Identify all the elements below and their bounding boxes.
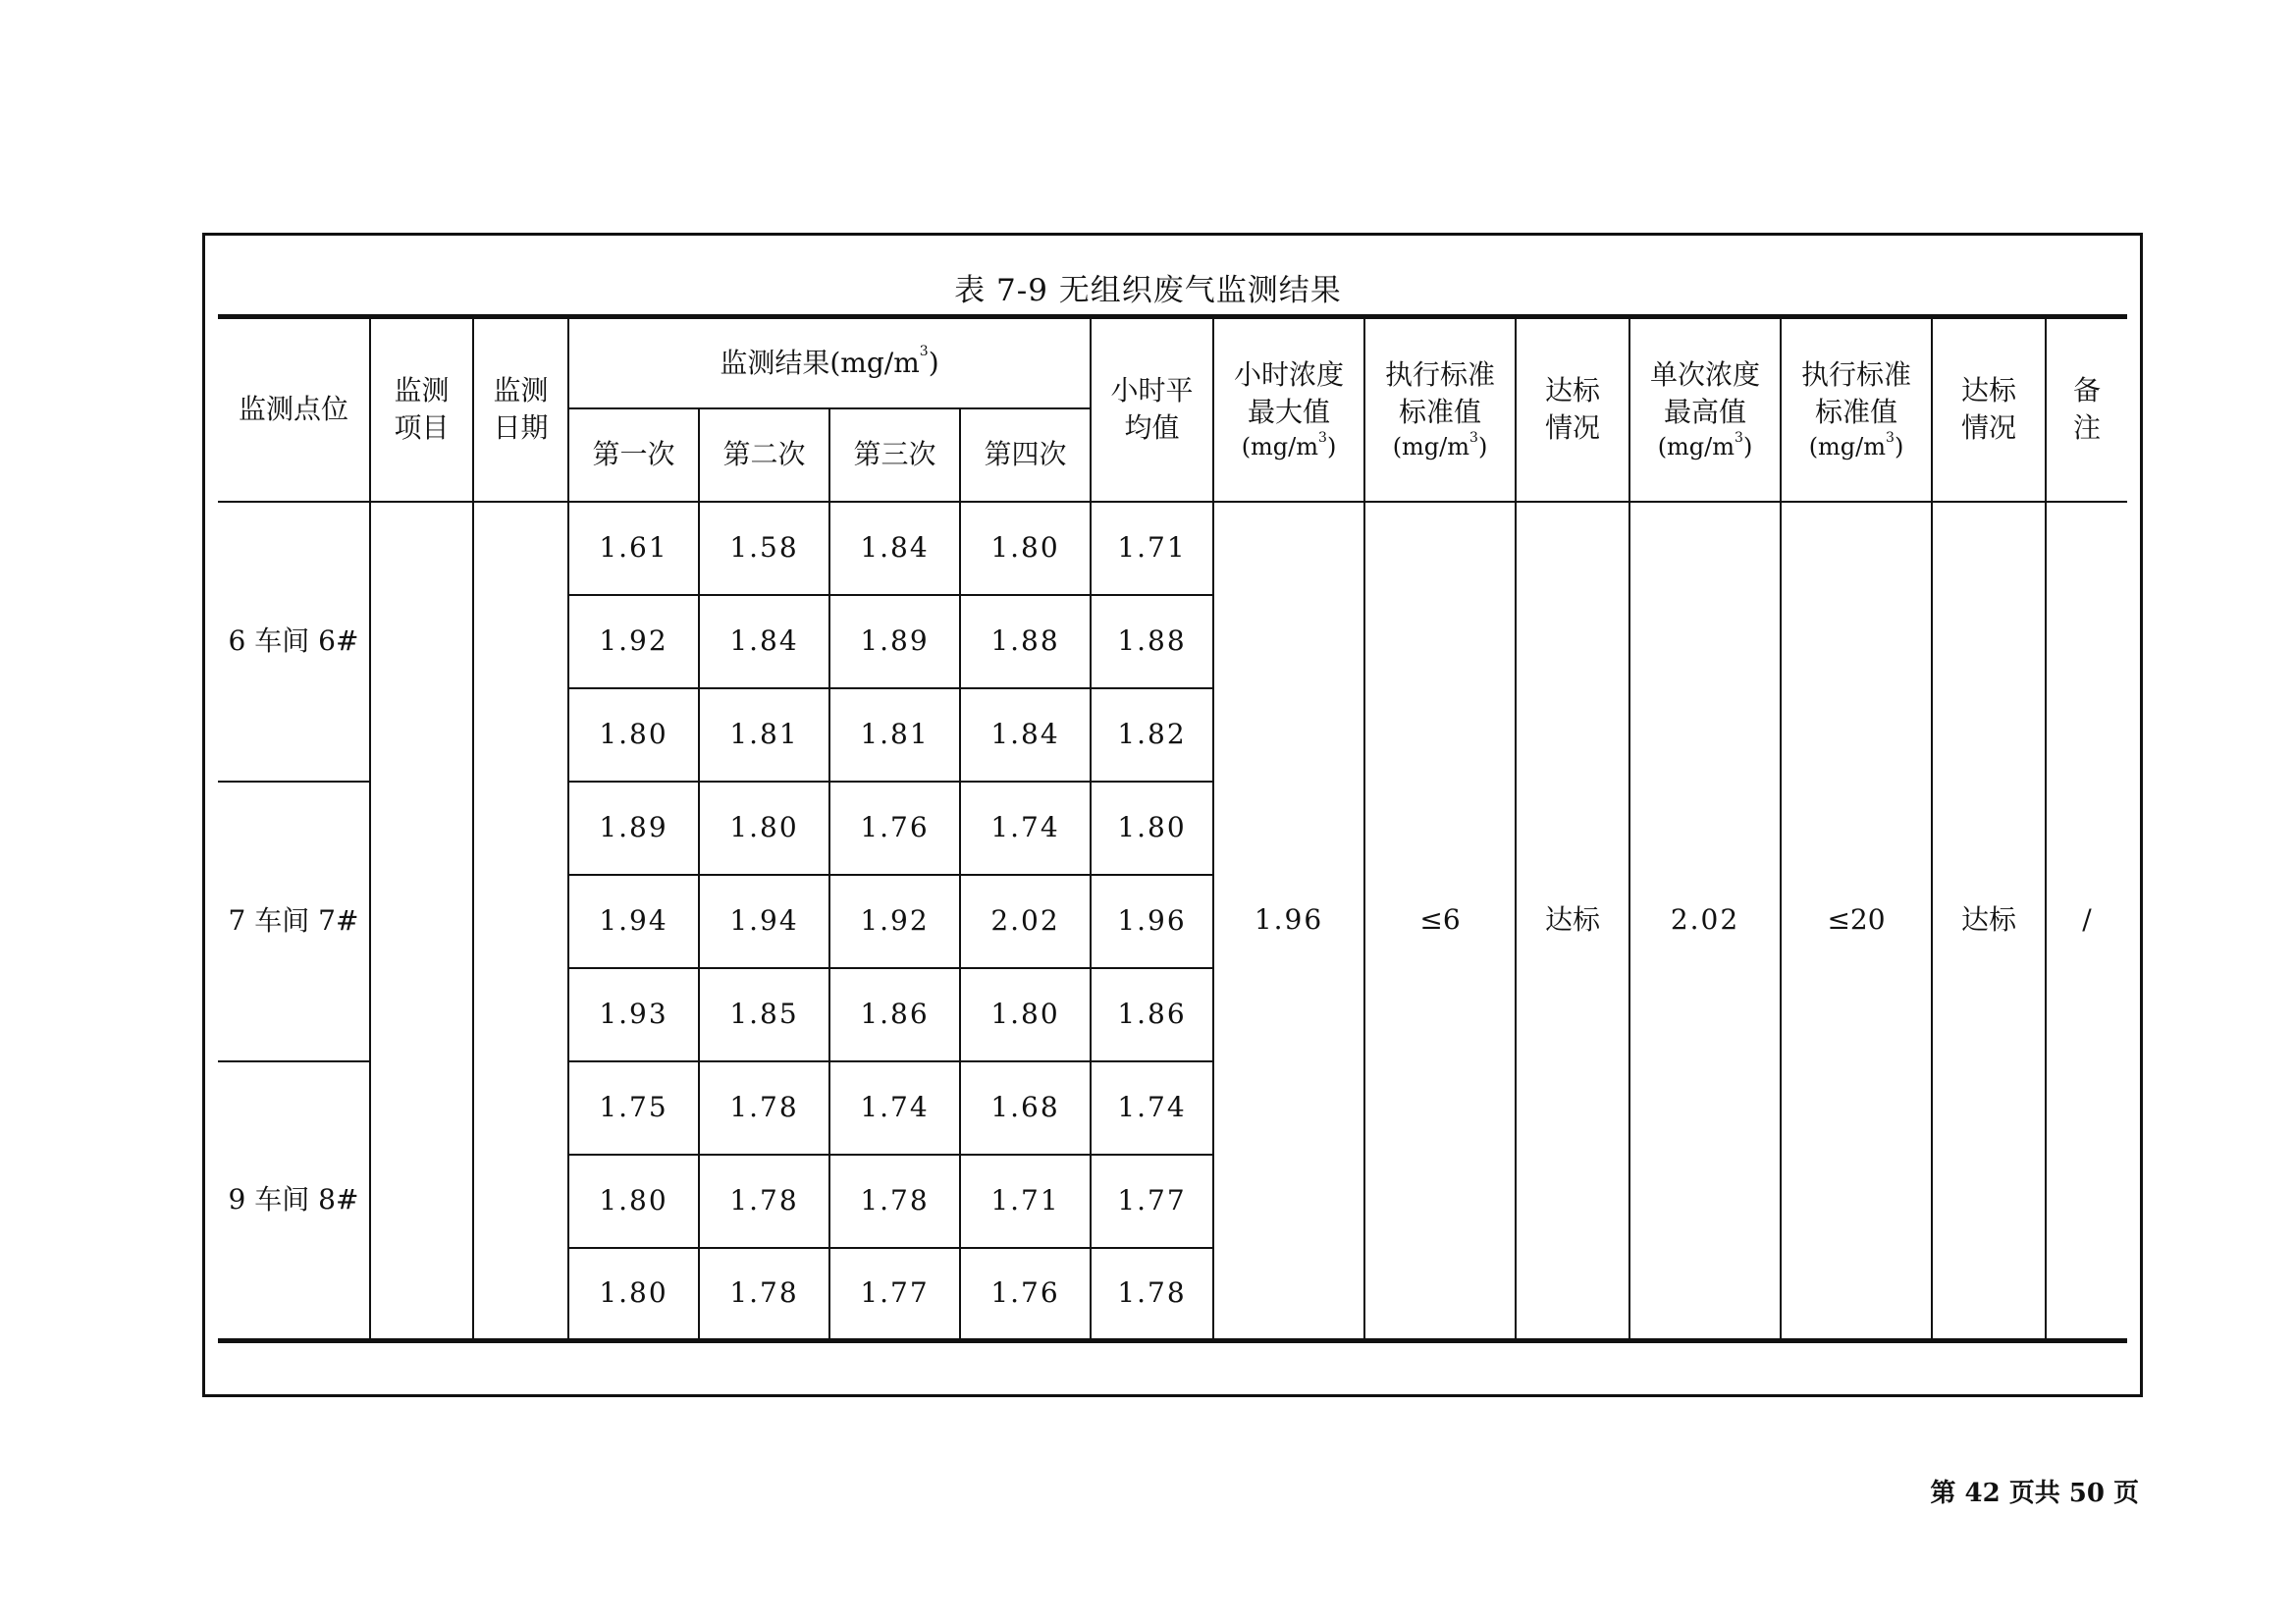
value-cell: 1.76 bbox=[960, 1248, 1091, 1341]
value-cell: 1.84 bbox=[960, 688, 1091, 782]
location-cell: 7 车间 7# bbox=[218, 782, 370, 1061]
hourly-max-value: 1.96 bbox=[1213, 502, 1364, 1341]
standard-1-value: ≤6 bbox=[1364, 502, 1516, 1341]
single-max-value: 2.02 bbox=[1629, 502, 1781, 1341]
value-cell: 1.78 bbox=[699, 1155, 829, 1248]
remark-value: / bbox=[2046, 502, 2127, 1341]
value-cell: 1.78 bbox=[699, 1248, 829, 1341]
value-cell: 1.80 bbox=[699, 782, 829, 875]
header-date: 监测 日期 bbox=[473, 317, 568, 502]
hourly-avg-cell: 1.86 bbox=[1091, 968, 1213, 1061]
value-cell: 1.81 bbox=[699, 688, 829, 782]
header-time-4: 第四次 bbox=[960, 408, 1091, 502]
hourly-avg-cell: 1.74 bbox=[1091, 1061, 1213, 1155]
hourly-avg-cell: 1.78 bbox=[1091, 1248, 1213, 1341]
date-cell bbox=[473, 502, 568, 1341]
value-cell: 1.94 bbox=[568, 875, 699, 968]
value-cell: 1.61 bbox=[568, 502, 699, 595]
value-cell: 1.84 bbox=[829, 502, 960, 595]
value-cell: 1.80 bbox=[960, 968, 1091, 1061]
value-cell: 1.88 bbox=[960, 595, 1091, 688]
hourly-avg-cell: 1.96 bbox=[1091, 875, 1213, 968]
value-cell: 1.92 bbox=[829, 875, 960, 968]
value-cell: 1.80 bbox=[568, 1248, 699, 1341]
value-cell: 1.92 bbox=[568, 595, 699, 688]
value-cell: 1.94 bbox=[699, 875, 829, 968]
header-single-max: 单次浓度 最高值 $(mg/m^3)$ bbox=[1629, 317, 1781, 502]
header-status-1: 达标 情况 bbox=[1516, 317, 1629, 502]
hourly-avg-cell: 1.88 bbox=[1091, 595, 1213, 688]
header-results: 监测结果$(mg/m^3)$ bbox=[568, 317, 1091, 408]
header-time-3: 第三次 bbox=[829, 408, 960, 502]
value-cell: 1.77 bbox=[829, 1248, 960, 1341]
hourly-avg-cell: 1.77 bbox=[1091, 1155, 1213, 1248]
value-cell: 1.80 bbox=[568, 688, 699, 782]
value-cell: 1.89 bbox=[568, 782, 699, 875]
value-cell: 1.93 bbox=[568, 968, 699, 1061]
standard-2-value: ≤20 bbox=[1781, 502, 1932, 1341]
page-number: 第 42 页共 50 页 bbox=[1930, 1479, 2139, 1508]
value-cell: 1.86 bbox=[829, 968, 960, 1061]
value-cell: 1.68 bbox=[960, 1061, 1091, 1155]
value-cell: 1.75 bbox=[568, 1061, 699, 1155]
value-cell: 1.80 bbox=[568, 1155, 699, 1248]
status-2-value: 达标 bbox=[1932, 502, 2046, 1341]
value-cell: 1.74 bbox=[960, 782, 1091, 875]
location-cell: 6 车间 6# bbox=[218, 502, 370, 782]
monitoring-results-table bbox=[218, 314, 2127, 1343]
value-cell: 1.80 bbox=[960, 502, 1091, 595]
header-status-2: 达标 情况 bbox=[1932, 317, 2046, 502]
hourly-avg-cell: 1.82 bbox=[1091, 688, 1213, 782]
value-cell: 1.81 bbox=[829, 688, 960, 782]
value-cell: 1.74 bbox=[829, 1061, 960, 1155]
header-remark: 备 注 bbox=[2046, 317, 2127, 502]
header-time-1: 第一次 bbox=[568, 408, 699, 502]
header-hourly-avg: 小时平 均值 bbox=[1091, 317, 1213, 502]
header-time-2: 第二次 bbox=[699, 408, 829, 502]
value-cell: 1.89 bbox=[829, 595, 960, 688]
value-cell: 1.78 bbox=[829, 1155, 960, 1248]
location-cell: 9 车间 8# bbox=[218, 1061, 370, 1341]
value-cell: 1.84 bbox=[699, 595, 829, 688]
header-item: 监测 项目 bbox=[370, 317, 473, 502]
header-standard-2: 执行标准 标准值 $(mg/m^3)$ bbox=[1781, 317, 1932, 502]
item-cell bbox=[370, 502, 473, 1341]
value-cell: 2.02 bbox=[960, 875, 1091, 968]
value-cell: 1.58 bbox=[699, 502, 829, 595]
table-title: 表 7-9 无组织废气监测结果 bbox=[954, 273, 1342, 308]
hourly-avg-cell: 1.80 bbox=[1091, 782, 1213, 875]
value-cell: 1.71 bbox=[960, 1155, 1091, 1248]
value-cell: 1.78 bbox=[699, 1061, 829, 1155]
hourly-avg-cell: 1.71 bbox=[1091, 502, 1213, 595]
header-hourly-max: 小时浓度 最大值 $(mg/m^3)$ bbox=[1213, 317, 1364, 502]
value-cell: 1.76 bbox=[829, 782, 960, 875]
header-standard-1: 执行标准 标准值 $(mg/m^3)$ bbox=[1364, 317, 1516, 502]
header-location: 监测点位 bbox=[218, 317, 370, 502]
status-1-value: 达标 bbox=[1516, 502, 1629, 1341]
value-cell: 1.85 bbox=[699, 968, 829, 1061]
